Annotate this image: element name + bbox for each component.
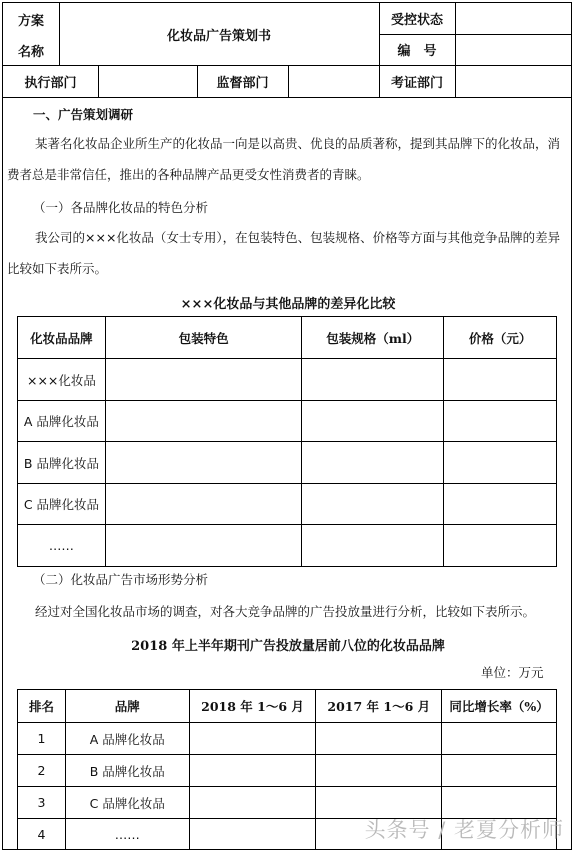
watermark: 头条号 / 老夏分析师 bbox=[364, 818, 564, 842]
brand-cell: B 品牌化妆品 bbox=[18, 442, 106, 484]
supervise-dept-label: 监督部门 bbox=[216, 75, 269, 91]
table-header-row bbox=[18, 317, 557, 359]
column-header: 包装特色 bbox=[105, 317, 302, 359]
table-header-row bbox=[18, 690, 557, 723]
table-cell[interactable] bbox=[444, 401, 557, 442]
number-field[interactable] bbox=[455, 34, 572, 65]
brand-comparison-table bbox=[17, 316, 557, 567]
column-header: 排名 bbox=[18, 690, 66, 723]
table-cell[interactable] bbox=[105, 442, 302, 484]
brand-cell: A 品牌化妆品 bbox=[65, 723, 189, 755]
column-header: 同比增长率（%） bbox=[442, 690, 557, 723]
subsection-paragraph: 经过对全国化妆品市场的调查，对各大竞争品牌的广告投放量进行分析，比较如下表所示。 bbox=[35, 604, 536, 619]
table-cell[interactable] bbox=[442, 723, 557, 755]
table-row bbox=[18, 442, 557, 484]
column-header: 2018 年 1～6 月 bbox=[189, 690, 316, 723]
control-status-field[interactable] bbox=[455, 3, 572, 34]
table-cell[interactable] bbox=[444, 442, 557, 484]
table-cell[interactable] bbox=[316, 723, 442, 755]
table-cell[interactable] bbox=[189, 819, 316, 851]
table-cell[interactable] bbox=[105, 401, 302, 442]
table-cell[interactable] bbox=[105, 484, 302, 525]
plan-name-label: 名称 bbox=[17, 44, 44, 60]
header-divider bbox=[3, 97, 572, 98]
number-label: 编 号 bbox=[397, 44, 437, 59]
table-row bbox=[18, 525, 557, 567]
rank-cell: 1 bbox=[18, 723, 66, 755]
table-row bbox=[18, 484, 557, 525]
table-cell[interactable] bbox=[105, 525, 302, 567]
column-header: 2017 年 1～6 月 bbox=[316, 690, 442, 723]
plan-title: 化妆品广告策划书 bbox=[166, 28, 271, 44]
brand-cell: B 品牌化妆品 bbox=[65, 755, 189, 787]
unit-label: 单位：万元 bbox=[481, 665, 544, 680]
rank-cell: 2 bbox=[18, 755, 66, 787]
table-row bbox=[18, 359, 557, 401]
intro-paragraph: 某著名化妆品企业所生产的化妆品一向是以高贵、优良的品质著称，提到其品牌下的化妆品，消费者总是非常信任，推出的各种品牌产品更受女性消费者的青睐。 bbox=[7, 136, 561, 182]
column-header: 品牌 bbox=[65, 690, 189, 723]
table-row bbox=[18, 723, 557, 755]
brand-cell: …… bbox=[65, 819, 189, 851]
table-cell[interactable] bbox=[105, 359, 302, 401]
document-frame bbox=[2, 2, 572, 850]
brand-cell: C 品牌化妆品 bbox=[18, 484, 106, 525]
table-cell[interactable] bbox=[442, 755, 557, 787]
exec-dept-field[interactable] bbox=[98, 65, 197, 97]
subsection-heading: （一）各品牌化妆品的特色分析 bbox=[33, 200, 209, 215]
rank-cell: 3 bbox=[18, 787, 66, 819]
exec-dept-label: 执行部门 bbox=[24, 75, 77, 91]
table-cell[interactable] bbox=[302, 484, 444, 525]
section-heading: 一、广告策划调研 bbox=[33, 107, 134, 122]
supervise-dept-field[interactable] bbox=[288, 65, 379, 97]
brand-cell: …… bbox=[18, 525, 106, 567]
table-cell[interactable] bbox=[189, 723, 316, 755]
table-cell[interactable] bbox=[444, 525, 557, 567]
column-header: 价格（元） bbox=[444, 317, 557, 359]
verify-dept-label: 考证部门 bbox=[390, 75, 443, 91]
column-header: 化妆品品牌 bbox=[18, 317, 106, 359]
table-cell[interactable] bbox=[444, 484, 557, 525]
subsection-heading: （二）化妆品广告市场形势分析 bbox=[33, 572, 209, 587]
table-cell[interactable] bbox=[302, 401, 444, 442]
table-cell[interactable] bbox=[302, 442, 444, 484]
brand-cell: ×××化妆品 bbox=[18, 359, 106, 401]
table-cell[interactable] bbox=[316, 755, 442, 787]
table-cell[interactable] bbox=[189, 787, 316, 819]
brand-cell: C 品牌化妆品 bbox=[65, 787, 189, 819]
table-row bbox=[18, 755, 557, 787]
table-cell[interactable] bbox=[302, 525, 444, 567]
table-cell[interactable] bbox=[444, 359, 557, 401]
table-cell[interactable] bbox=[189, 755, 316, 787]
table-row bbox=[18, 401, 557, 442]
rank-cell: 4 bbox=[18, 819, 66, 851]
subsection-paragraph: 我公司的×××化妆品（女士专用），在包装特色、包装规格、价格等方面与其他竞争品牌的差异比较如下表所示。 bbox=[7, 230, 561, 276]
brand-cell: A 品牌化妆品 bbox=[18, 401, 106, 442]
plan-name-label: 方案 bbox=[17, 13, 44, 29]
control-status-label: 受控状态 bbox=[390, 13, 443, 28]
verify-dept-field[interactable] bbox=[455, 65, 572, 97]
table-title: 2018 年上半年期刊广告投放量居前八位的化妆品品牌 bbox=[131, 639, 445, 654]
table-title: ×××化妆品与其他品牌的差异化比较 bbox=[180, 297, 396, 312]
column-header: 包装规格（ml） bbox=[302, 317, 444, 359]
table-cell[interactable] bbox=[302, 359, 444, 401]
